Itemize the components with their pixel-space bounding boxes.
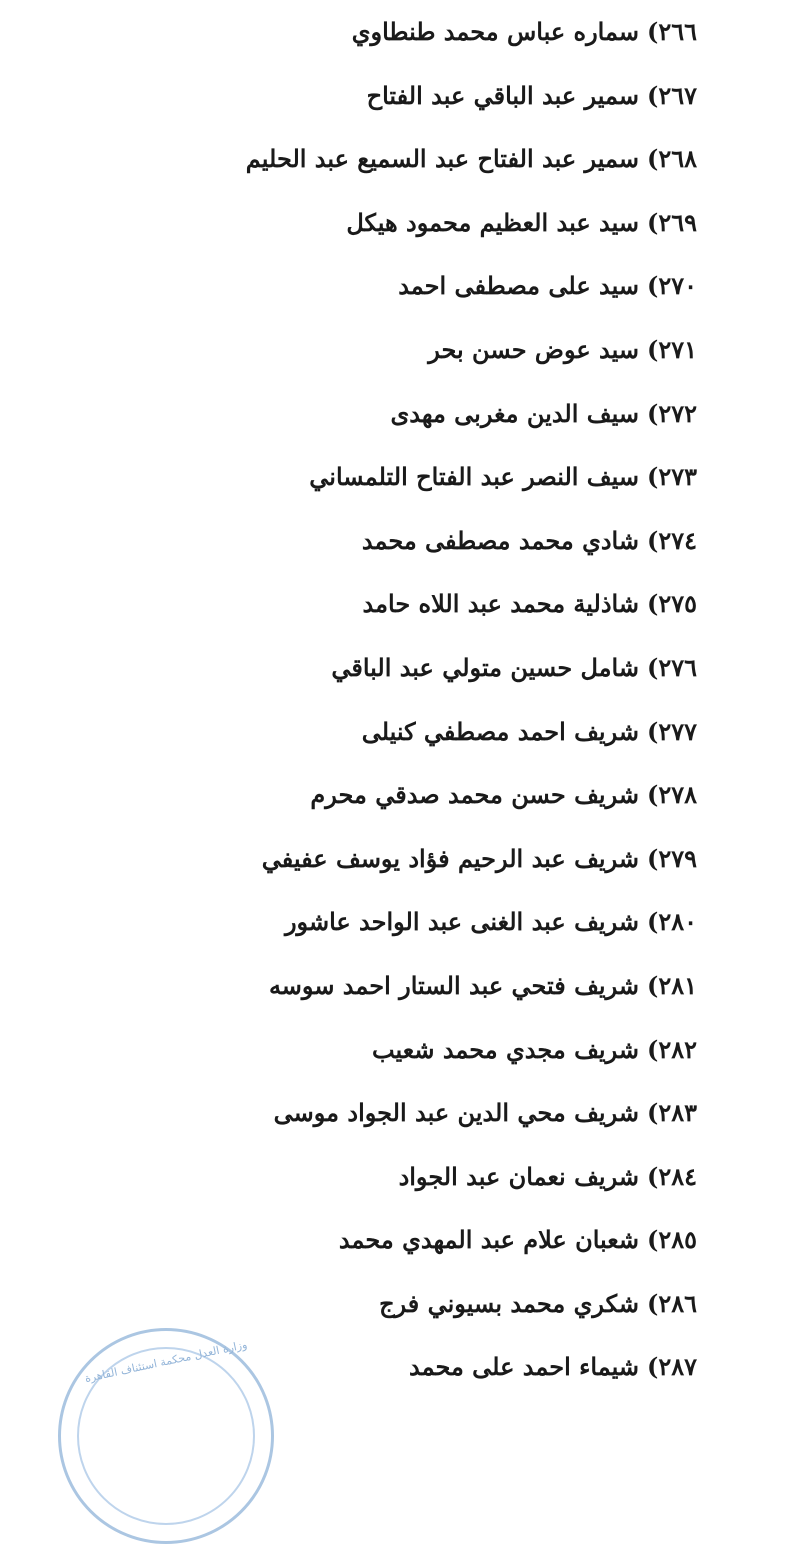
list-item (37, 1018, 697, 1082)
entry-number: ٢٧٧) (646, 716, 697, 746)
list-item (37, 954, 697, 1018)
entry-number: ٢٨٣) (646, 1098, 697, 1128)
entry-number: ٢٨٧) (646, 1352, 697, 1382)
entry-name: شيماء احمد على محمد (409, 1352, 639, 1382)
entry-number: ٢٧٣) (646, 462, 697, 492)
list-item (37, 1145, 697, 1209)
list-item (37, 318, 697, 382)
names-list (37, 0, 697, 1399)
entry-number: ٢٧٦) (646, 652, 697, 682)
entry-name: شريف نعمان عبد الجواد (398, 1161, 639, 1191)
entry-number: ٢٧٢) (646, 398, 697, 428)
list-item (37, 1272, 697, 1336)
list-item (37, 763, 697, 827)
entry-number: ٢٨٤) (646, 1161, 697, 1191)
entry-name: شكري محمد بسيوني فرج (379, 1288, 639, 1318)
entry-name: شريف عبد الرحيم فؤاد يوسف عفيفي (261, 843, 639, 873)
entry-number: ٢٨٠) (646, 907, 697, 937)
entry-name: شادي محمد مصطفى محمد (361, 525, 639, 555)
entry-name: سيف الدين مغربى مهدى (390, 398, 639, 428)
list-item (37, 636, 697, 700)
entry-number: ٢٨١) (646, 970, 697, 1000)
entry-name: شعبان علام عبد المهدي محمد (338, 1225, 639, 1255)
entry-number: ٢٦٩) (646, 207, 697, 237)
list-item (37, 382, 697, 446)
stamp-text: وزارة العدل محكمة استئناف القاهرة (83, 1337, 249, 1386)
entry-name: سيد عبد العظيم محمود هيكل (346, 207, 639, 237)
entry-number: ٢٨٦) (646, 1288, 697, 1318)
court-stamp (58, 1328, 274, 1544)
list-item (37, 445, 697, 509)
entry-number: ٢٧٤) (646, 525, 697, 555)
entry-name: شريف عبد الغنى عبد الواحد عاشور (284, 907, 639, 937)
entry-name: سمير عبد الباقي عبد الفتاح (366, 80, 639, 110)
list-item (37, 1081, 697, 1145)
entry-name: سماره عباس محمد طنطاوي (351, 17, 639, 46)
entry-name: سيد عوض حسن بحر (428, 334, 639, 364)
entry-number: ٢٧٨) (646, 780, 697, 810)
entry-number: ٢٨٥) (646, 1225, 697, 1255)
entry-number: ٢٧٩) (646, 843, 697, 873)
entry-name: شريف حسن محمد صدقي محرم (310, 780, 639, 810)
entry-number: ٢٧٠) (646, 271, 697, 301)
entry-name: شاذلية محمد عبد اللاه حامد (362, 589, 639, 619)
list-item (37, 827, 697, 891)
entry-number: ٢٦٧) (646, 80, 697, 110)
entry-number: ٢٦٦) (646, 17, 697, 46)
entry-name: سمير عبد الفتاح عبد السميع عبد الحليم (245, 144, 639, 174)
list-item (37, 700, 697, 764)
entry-name: شريف محي الدين عبد الجواد موسى (273, 1098, 639, 1128)
list-item (37, 890, 697, 954)
list-item (37, 64, 697, 128)
list-item (37, 191, 697, 255)
list-item (37, 127, 697, 191)
entry-name: شريف مجدي محمد شعيب (371, 1034, 639, 1064)
list-item (37, 509, 697, 573)
entry-number: ٢٧١) (646, 334, 697, 364)
list-item (37, 572, 697, 636)
entry-name: شامل حسين متولي عبد الباقي (331, 652, 639, 682)
list-item (37, 1208, 697, 1272)
list-item (37, 0, 697, 64)
entry-number: ٢٨٢) (646, 1034, 697, 1064)
entry-name: شريف احمد مصطفي كنيلى (361, 716, 639, 746)
entry-number: ٢٦٨) (646, 144, 697, 174)
entry-name: سيد على مصطفى احمد (398, 271, 639, 301)
entry-number: ٢٧٥) (646, 589, 697, 619)
entry-name: سيف النصر عبد الفتاح التلمساني (309, 462, 639, 492)
entry-name: شريف فتحي عبد الستار احمد سوسه (268, 970, 639, 1000)
list-item (37, 254, 697, 318)
